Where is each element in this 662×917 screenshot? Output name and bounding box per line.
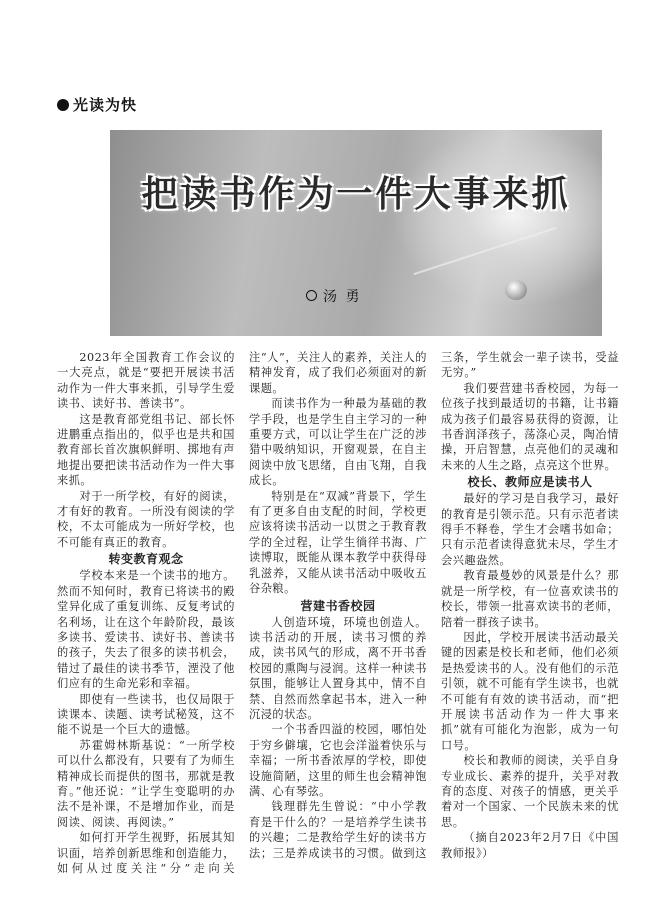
paragraph: 一个书香四溢的校园，哪怕处于穷乡僻壤，它也会洋溢着快乐与幸福；一所书香浓厚的学校，即使设施简陋，这里的师生也会精神饱满、心有琴弦。 xyxy=(249,723,427,798)
paragraph: 最好的学习是自我学习，最好的教育是引领示范。只有示范者读得手不释卷，学生才会嗜书如命；只有示范者读得意犹未尽，学生才会兴趣盎然。 xyxy=(441,492,619,567)
author-name: 汤 勇 xyxy=(323,289,362,305)
paragraph: 校长和教师的阅读，关乎自身专业成长、素养的提升，关乎对教育的态度、对孩子的情感，更关乎着对一个国家、一个民族未来的忧思。 xyxy=(441,754,619,829)
paragraph: 如何打开学生视野，拓展其知识面，培养创新思维和创造能力，如何从过度关注“分”走向关注“人”，关注人的素养，关注人的精神发育，成了我们必须面对的新课题。 xyxy=(57,351,427,875)
article-title: 把读书作为一件大事来抓 xyxy=(141,174,571,215)
section-tag xyxy=(57,94,137,115)
paragraph: 教育最曼妙的风景是什么？那就是一所学校，有一位喜欢读书的校长，带领一批喜欢读书的老师，陪着一群孩子读书。 xyxy=(441,569,619,629)
paragraph: 而读书作为一种最为基础的教学手段，也是学生自主学习的一种重要方式，可以让学生在广泛的涉猎中吸纳知识，开窗观景，在自主阅读中放飞思绪，自由飞翔，自我成长。 xyxy=(249,397,427,488)
paragraph: 因此，学校开展读书活动最关键的因素是校长和老师，他们必须是热爱读书的人。没有他们的示范引领，就不可能有学生读书，也就不可能有有效的读书活动，而“把开展读书活动作为一件大事来抓”就有可能化为泡影，成为一句口号。 xyxy=(441,630,619,752)
paragraph: 即使有一些读书，也仅局限于读课本、读题、读考试秘笈，这不能不说是一个巨大的遗憾。 xyxy=(57,692,235,737)
water-drop-decoration xyxy=(505,280,527,300)
article-body xyxy=(57,350,619,876)
paragraph: 学校本来是一个读书的地方。然而不知何时，教育已将读书的殿堂异化成了重复训练、反复考试的名利场，让在这个年龄阶段，最该多读书、爱读书、读好书、善读书的孩子，失去了很多的读书机会，错过了最佳的读书季节，湮没了他们应有的生命光彩和幸福。 xyxy=(57,569,235,691)
paragraph: 苏霍姆林斯基说：“一所学校可以什么都没有，只要有了为师生精神成长而提供的图书，那就是教育。”他还说：“让学生变聪明的办法不是补课，不是增加作业，而是阅读、阅读、再阅读。” xyxy=(57,738,235,829)
paragraph: 人创造环境，环境也创造人。读书活动的开展，读书习惯的养成，读书风气的形成，离不开书香校园的熏陶与浸润。这样一种读书氛围，能够让人置身其中，情不自禁、自然而然拿起书本，进入一种沉浸的状态。 xyxy=(249,615,427,721)
paragraph: 我们要营建书香校园，为每一位孩子找到最适切的书籍，让书籍成为孩子们最容易获得的资源，让书香润泽孩子，荡涤心灵，陶冶情操，开启智慧，点亮他们的灵魂和未来的人生之路，点亮这个世界。 xyxy=(441,381,619,472)
author-byline xyxy=(306,286,361,306)
paragraph: （摘自2023年2月7日《中国教师报》） xyxy=(441,831,619,860)
paragraph: 对于一所学校，有好的阅读，才有好的教育。一所没有阅读的学校，不太可能成为一所好学校，也不可能有真正的教育。 xyxy=(57,489,235,549)
section-heading: 校长、教师应是读书人 xyxy=(467,475,593,490)
section-heading: 营建书香校园 xyxy=(300,598,376,613)
section-tag-label: 光读为快 xyxy=(73,96,138,114)
paragraph: 特别是在“双减”背景下，学生有了更多自由支配的时间，学校更应该将读书活动一以贯之于教育教学的全过程，让学生徜徉书海、广读博取，既能从课本教学中获得母乳滋养，又能从读书活动中吸收五谷杂粮。 xyxy=(249,489,427,596)
paragraph: 钱理群先生曾说：“中小学教育是干什么的？一是培养学生读书的兴趣；二是教给学生好的读书方法；三是养成读书的习惯。做到这三条，学生就会一辈子读书，受益无穷。” xyxy=(249,351,619,860)
section-heading: 转变教育观念 xyxy=(108,552,184,567)
title-banner xyxy=(110,130,602,336)
bullet-dot-icon xyxy=(57,99,69,111)
paragraph: 这是教育部党组书记、部长怀进鹏重点指出的，似乎也是共和国教育部长首次旗帜鲜明、掷地有声地提出要把读书活动作为一件大事来抓。 xyxy=(57,412,235,488)
paragraph: 2023年全国教育工作会议的一大亮点，就是“要把开展读书活动作为一件大事来抓，引导学生爱读书、读好书、善读书”。 xyxy=(57,351,235,411)
dandelion-stalk-decoration xyxy=(413,227,556,275)
circle-icon xyxy=(306,290,317,301)
